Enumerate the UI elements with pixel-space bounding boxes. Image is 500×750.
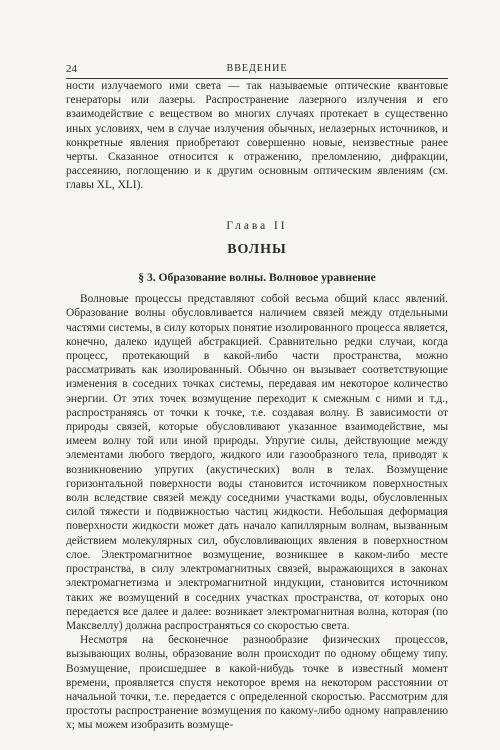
body-text (66, 79, 448, 733)
intro-paragraph: ности излучаемого ими света — так называемые оптические квантовые генераторы или лазеры. Распространение лазерного излучения и его взаимодействие с веществом во многих случаях протекает в существенно иных условиях, чем в случае излучения обычных, нелазерных источников, и конкретные явления приобретают совершенно новые, неизвестные ранее черты. Сказанное относится к отражению, преломлению, дифракции, рассеянию, поглощению и к другим основным оптическим явлениям (см. главы XL, XLI). (66, 80, 448, 192)
page-number: 24 (66, 63, 77, 75)
chapter-label: Глава II (226, 219, 288, 232)
chapter-title: ВОЛНЫ (227, 241, 287, 257)
running-title: ВВЕДЕНИЕ (226, 63, 288, 74)
paragraph-1: Волновые процессы представляют собой весьма общий класс явлений. Образование волны обусловливается наличием связей между отдельными частями системы, в силу которых понятие изолированного процесса является, конечно, далеко идущей абстракцией. Сравнительно редки случаи, когда процесс, протекающий в какой-либо части пространства, можно рассматривать как изолированный. Обычно он вызывает соответствующие изменения в соседних точках системы, передавая им некоторое количество энергии. От этих точек возмущение переходит к смежным с ними и т.д., распространяясь от точки к точке, т.е. создавая волну. В зависимости от природы связей, которые обусловливают указанное взаимодействие, мы имеем волну той или иной природы. Упругие силы, действующие между элементами любого твердого, жидкого или газообразного тела, приводят к возникновению упругих (акустических) волн в телах. Возмущение горизонтальной поверхности воды становится источником поверхностных волн вследствие связей между соседними участками воды, обусловленных силой тяжести и подвижностью частиц жидкости. Небольшая деформация поверхности жидкости может дать начало капиллярным волнам, вызванным действием молекулярных сил, обусловливающих явления в поверхностном слое. Электромагнитное возмущение, возникшее в каком-либо месте пространства, в силу электромагнитных связей, выражающихся в законах электромагнетизма и электромагнитной индукции, становится источником таких же возмущений в соседних участках пространства, от которых оно передается все далее и далее: возникает электромагнитная волна, которая (по Максвеллу) должна распространяться со скоростью света. (66, 293, 448, 632)
running-header (66, 62, 448, 79)
paragraph-2: Несмотря на бесконечное разнообразие физических процессов, вызывающих волны, образование волн происходит по одному общему типу. Возмущение, происшедшее в какой-нибудь точке в известный момент времени, проявляется спустя некоторое время на некотором расстоянии от начальной точки, т.е. передается с определенной скоростью. Рассмотрим для простоты распространение возмущения по какому-либо одному направлению x; мы можем изобразить возмуще- (66, 634, 448, 732)
section-title: § 3. Образование волны. Волновое уравнение (138, 271, 376, 285)
